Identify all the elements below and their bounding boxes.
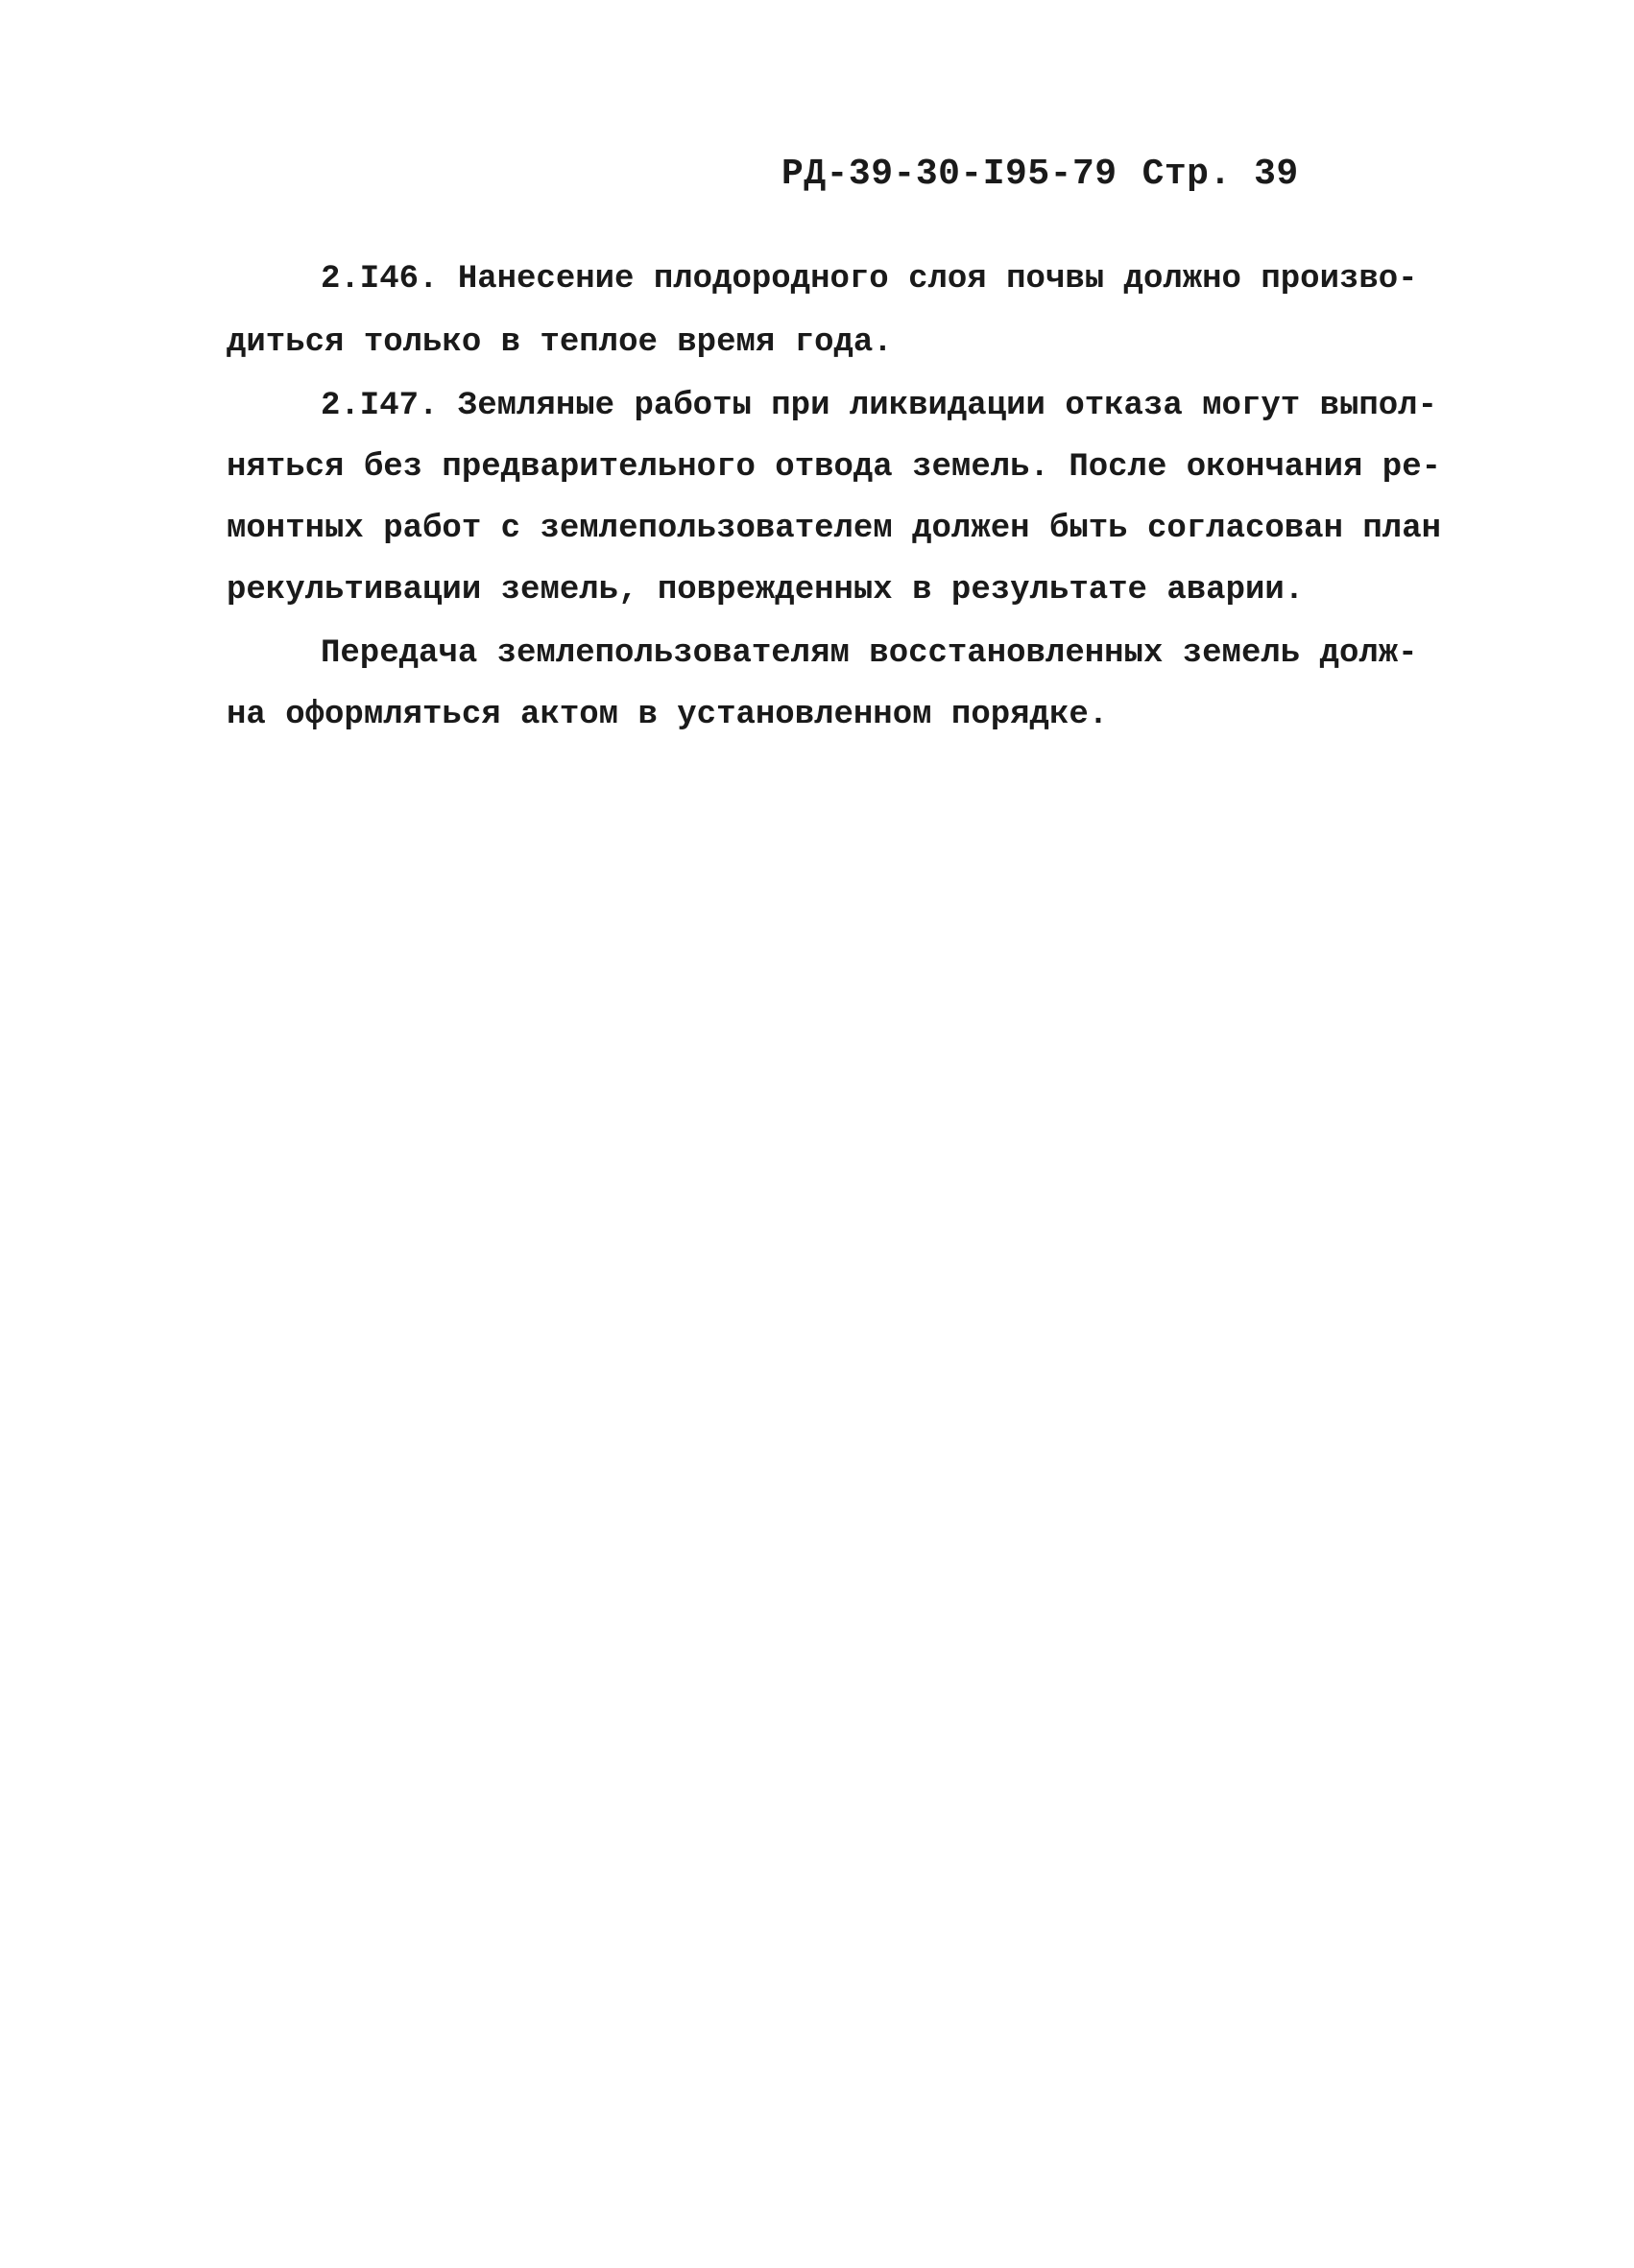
paragraph-2-146-line-2: диться только в теплое время года. <box>227 324 893 361</box>
paragraph-2-147-line-4: рекультивации земель, поврежденных в результате аварии. <box>227 572 1305 609</box>
paragraph-2-146-line-1: 2.I46. Нанесение плодородного слоя почвы должно произво- <box>321 261 1418 298</box>
document-code: РД-39-30-I95-79 <box>781 154 1117 195</box>
paragraph-2-147-line-3: монтных работ с землепользователем должен быть согласован план <box>227 511 1442 547</box>
page-number: Стр. 39 <box>1141 154 1299 195</box>
paragraph-2-147-line-2: няться без предварительного отвода земель. После окончания ре- <box>227 449 1442 486</box>
paragraph-2-147-line-1: 2.I47. Земляные работы при ликвидации отказа могут выпол- <box>321 388 1437 424</box>
paragraph-transfer-line-1: Передача землепользователям восстановленных земель долж- <box>321 635 1418 672</box>
page-header <box>781 154 1299 195</box>
paragraph-transfer-line-2: на оформляться актом в установленном порядке. <box>227 697 1109 733</box>
